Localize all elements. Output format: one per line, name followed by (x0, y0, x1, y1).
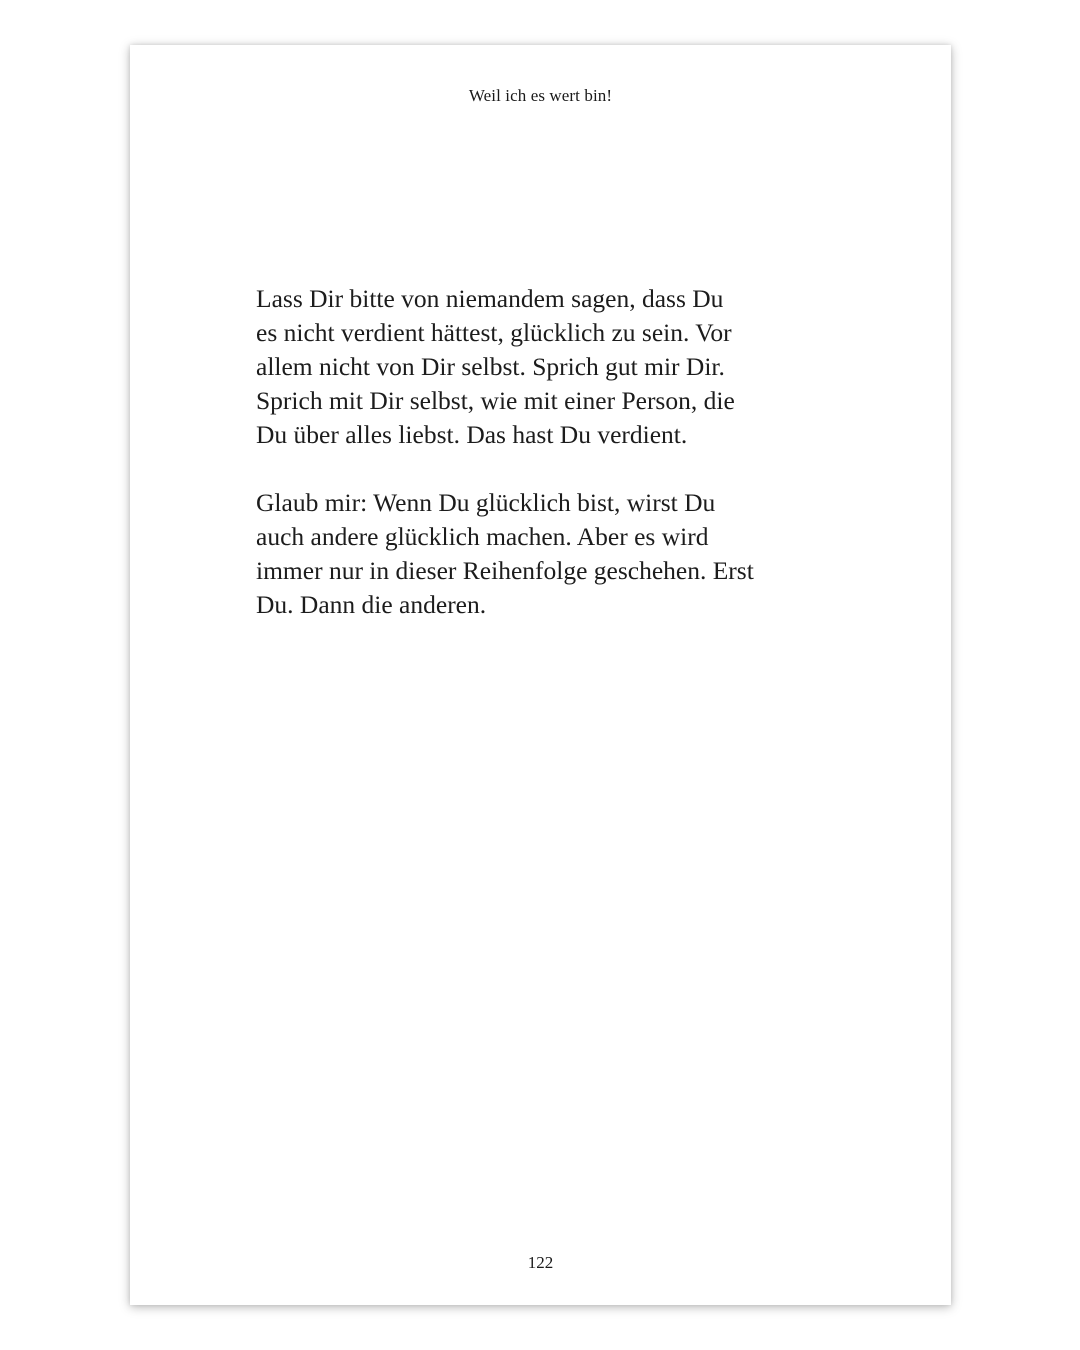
page-number: 122 (527, 1253, 554, 1272)
paragraph-1 (256, 282, 796, 452)
text-line: es nicht verdient hättest, glücklich zu sein. Vor (256, 318, 732, 347)
running-head: Weil ich es wert bin! (468, 86, 613, 105)
body-text (256, 282, 796, 656)
paragraph-2 (256, 486, 796, 622)
text-line: Du. Dann die anderen. (256, 590, 487, 619)
text-line: Du über alles liebst. Das hast Du verdient. (256, 420, 688, 449)
text-line: auch andere glücklich machen. Aber es wird (256, 522, 709, 551)
text-line: Sprich mit Dir selbst, wie mit einer Person, die (256, 386, 735, 415)
text-line: Lass Dir bitte von niemandem sagen, dass Du (256, 284, 724, 313)
text-line: allem nicht von Dir selbst. Sprich gut mir Dir. (256, 352, 725, 381)
text-line: immer nur in dieser Reihenfolge geschehen. Erst (256, 556, 754, 585)
book-page (130, 45, 951, 1305)
text-line: Glaub mir: Wenn Du glücklich bist, wirst Du (256, 488, 716, 517)
